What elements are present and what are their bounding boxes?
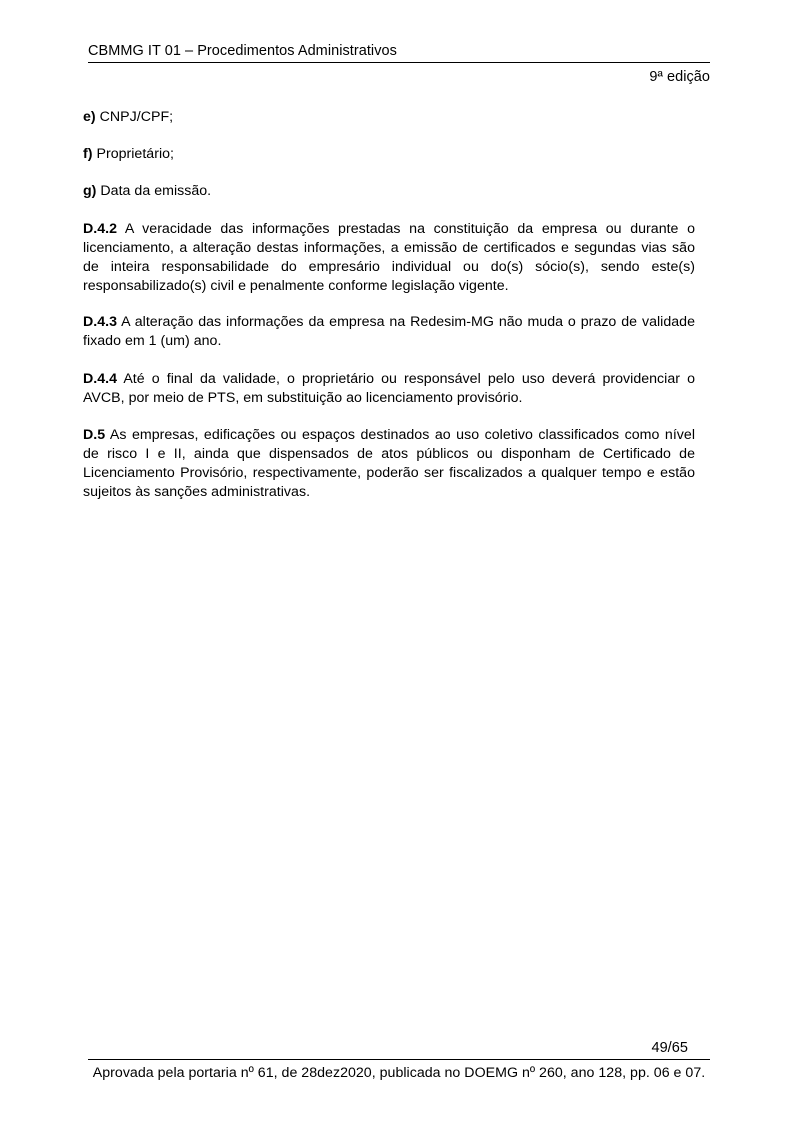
clause-paragraph xyxy=(83,370,695,408)
list-item-marker: e) xyxy=(83,109,96,125)
clause-text: A alteração das informações da empresa na Redesim-MG não muda o prazo de validade fixado em 1 (um) ano. xyxy=(83,314,695,350)
clause-paragraph xyxy=(83,426,695,503)
clause-number: D.4.3 xyxy=(83,314,118,331)
clause-text: As empresas, edificações ou espaços destinados ao uso coletivo classificados como nível de risco I e II, ainda que dispensados de atos públicos ou disponham de Certificado de Licenciamento Provisório, respectivamente, poderão ser fiscalizados a qualquer tempo e estão sujeitos às sanções administrativas. xyxy=(83,426,695,501)
list-item xyxy=(83,145,695,164)
list-item-marker: g) xyxy=(83,183,97,200)
clause-text: Até o final da validade, o proprietário ou responsável pelo uso deverá providenciar o AVCB, por meio de PTS, em substituição ao licenciamento provisório. xyxy=(83,370,695,406)
clause-number: D.4.2 xyxy=(83,220,118,237)
clause-number: D.5 xyxy=(83,426,106,443)
header-edition-label: 9ª edição xyxy=(649,69,710,86)
list-item-text: Proprietário; xyxy=(92,146,174,163)
clause-text: A veracidade das informações prestadas na constituição da empresa ou durante o licenciamento, a alteração destas informações, a emissão de certificados e segundas vias são de inteira responsabilidade do empresário individual ou do(s) sócio(s), sendo este(s) responsabilizado(s) civil e penalmente conforme legislação vigente. xyxy=(83,220,695,295)
clause-paragraph xyxy=(83,313,695,351)
document-body xyxy=(83,108,695,520)
page-number: 49/65 xyxy=(651,1039,688,1056)
clause-number: D.4.4 xyxy=(83,370,118,387)
list-item-marker: f) xyxy=(83,146,93,163)
header-title: CBMMG IT 01 – Procedimentos Administrativos xyxy=(88,43,397,59)
page-footer xyxy=(88,1040,710,1083)
list-item-text: CNPJ/CPF; xyxy=(95,109,174,125)
clause-paragraph xyxy=(83,220,695,297)
list-item-text: Data da emissão. xyxy=(96,183,212,200)
list-item xyxy=(83,182,695,201)
footer-approval-note: Aprovada pela portaria nº 61, de 28dez2020, publicada no DOEMG nº 260, ano 128, pp. 06 e 07. xyxy=(92,1065,706,1082)
list-item xyxy=(83,108,695,127)
page-header xyxy=(88,42,710,86)
